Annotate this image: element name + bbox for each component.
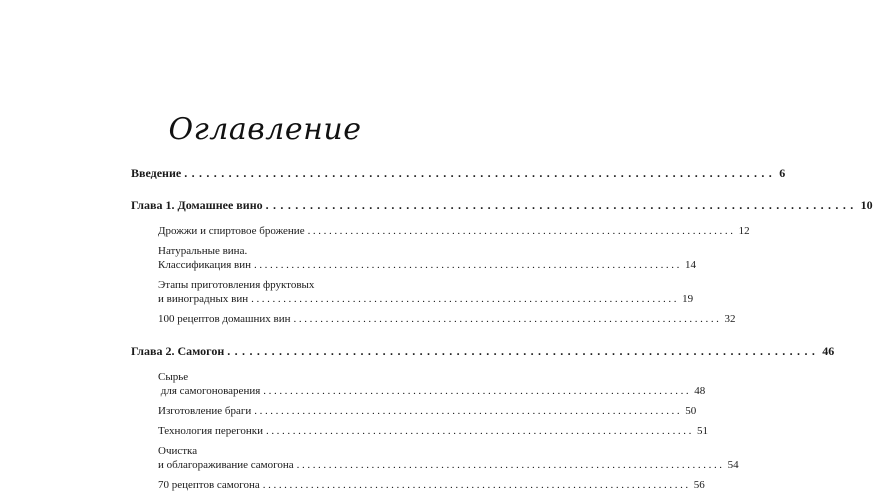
toc-heading: Оглавление	[168, 112, 362, 147]
toc-entry-label: Глава 2. Самогон	[131, 344, 225, 358]
table-of-contents	[131, 166, 873, 492]
toc-entry-purification[interactable]	[158, 444, 739, 472]
toc-entry-wine-stages[interactable]	[158, 278, 694, 306]
leader-dots: ................................................................................	[293, 313, 722, 325]
leader-dots: ................................................................................	[265, 198, 858, 212]
toc-entry-label: и виноградных вин	[158, 293, 249, 305]
leader-dots: ................................................................................	[227, 344, 820, 358]
toc-page-number: 19	[682, 293, 694, 305]
leader-dots: ................................................................................	[307, 225, 736, 237]
toc-entry-label-line: Натуральные вина.	[158, 245, 248, 257]
toc-page-number: 14	[684, 259, 696, 271]
leader-dots: ................................................................................	[262, 479, 691, 491]
toc-page-number: 54	[727, 459, 739, 471]
toc-page-number: 12	[738, 225, 750, 237]
toc-entry-label: Глава 1. Домашнее вино	[131, 198, 263, 212]
toc-page-number: 51	[696, 425, 708, 437]
leader-dots: ................................................................................	[253, 259, 682, 271]
toc-entry-label: Изготовление браги	[158, 405, 252, 417]
toc-page-number: 10	[860, 198, 873, 212]
leader-dots: ................................................................................	[184, 166, 777, 180]
toc-entry-label: Классификация вин	[158, 259, 251, 271]
leader-dots: ................................................................................	[251, 293, 680, 305]
leader-dots: ................................................................................	[265, 425, 694, 437]
toc-entry-yeast[interactable]	[158, 224, 750, 238]
toc-entry-label: 70 рецептов самогона	[158, 479, 260, 491]
toc-entry-natural-wines[interactable]	[158, 244, 696, 272]
toc-entry-label-line: Этапы приготовления фруктовых	[158, 279, 315, 291]
toc-entry-label-line: Очистка	[158, 445, 198, 457]
toc-entry-introduction[interactable]	[131, 166, 786, 180]
toc-entry-samogon-recipes[interactable]	[158, 478, 705, 492]
toc-entry-label: Дрожжи и спиртовое брожение	[158, 225, 305, 237]
leader-dots: ................................................................................	[296, 459, 725, 471]
toc-page-number: 56	[693, 479, 705, 491]
toc-entry-label: Технология перегонки	[158, 425, 263, 437]
toc-page-number: 6	[779, 166, 786, 180]
toc-page-number: 48	[694, 385, 706, 397]
toc-page-number: 46	[822, 344, 835, 358]
toc-entry-label: 100 рецептов домашних вин	[158, 313, 291, 325]
toc-entry-wine-recipes[interactable]	[158, 312, 736, 326]
toc-page-number: 32	[724, 313, 736, 325]
toc-entry-label: для самогоноварения	[158, 385, 261, 397]
toc-page-number: 50	[685, 405, 697, 417]
toc-entry-chapter-1[interactable]	[131, 198, 873, 212]
toc-entry-chapter-2[interactable]	[131, 344, 835, 358]
toc-entry-label: и облагораживание самогона	[158, 459, 294, 471]
leader-dots: ................................................................................	[254, 405, 683, 417]
leader-dots: ................................................................................	[263, 385, 692, 397]
toc-entry-distillation[interactable]	[158, 424, 708, 438]
toc-entry-raw-materials[interactable]	[158, 370, 706, 398]
toc-entry-mash[interactable]	[158, 404, 697, 418]
toc-entry-label-line: Сырье	[158, 371, 189, 383]
toc-entry-label: Введение	[131, 166, 182, 180]
